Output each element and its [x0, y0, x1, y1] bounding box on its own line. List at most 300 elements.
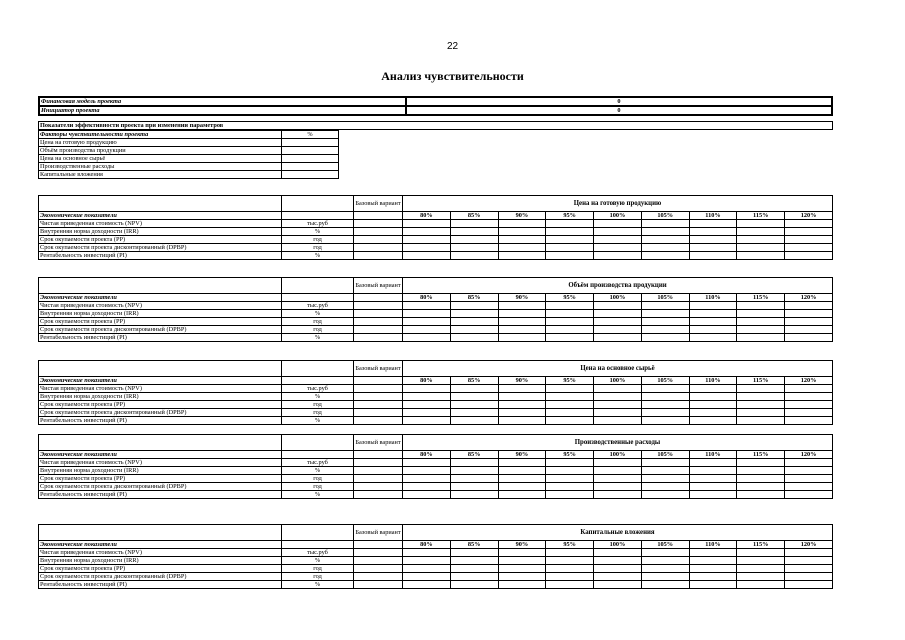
value-cell — [689, 318, 737, 326]
indicator-name: Рентабельность инвестиций (PI) — [39, 252, 282, 260]
value-cell — [594, 573, 642, 581]
value-cell — [641, 318, 689, 326]
value-cell — [594, 409, 642, 417]
value-cell — [546, 401, 594, 409]
indicator-name: Чистая приведенная стоимость (NPV) — [39, 220, 282, 228]
percent-header: 100% — [594, 377, 642, 385]
indicator-unit: тыс.руб — [282, 459, 354, 467]
value-cell — [546, 417, 594, 425]
value-cell — [546, 393, 594, 401]
base-value-cell — [354, 244, 403, 252]
indicator-name: Внутренняя норма доходности (IRR) — [39, 310, 282, 318]
base-value-cell — [354, 252, 403, 260]
percent-header: 110% — [689, 294, 737, 302]
value-cell — [498, 393, 546, 401]
factor-name: Цена на основное сырьё — [39, 155, 282, 163]
value-cell — [594, 549, 642, 557]
value-cell — [594, 393, 642, 401]
value-cell — [689, 401, 737, 409]
table-row — [39, 491, 833, 499]
value-cell — [689, 565, 737, 573]
value-cell — [450, 334, 498, 342]
table-row — [39, 171, 339, 179]
percent-header: 120% — [785, 212, 833, 220]
base-variant-label: Базовый вариант — [354, 525, 403, 541]
table-row — [39, 139, 339, 147]
factor-name: Объём производства продукции — [39, 147, 282, 155]
table-row — [39, 467, 833, 475]
value-cell — [450, 401, 498, 409]
base-variant-label: Базовый вариант — [354, 196, 403, 212]
value-cell — [785, 228, 833, 236]
base-value-cell — [354, 212, 403, 220]
percent-header: 115% — [737, 451, 785, 459]
initiator-label: Инициатор проекта — [39, 106, 406, 115]
value-cell — [737, 244, 785, 252]
value-cell — [689, 417, 737, 425]
value-cell — [403, 220, 451, 228]
value-cell — [641, 459, 689, 467]
value-cell — [737, 401, 785, 409]
blank-cell — [282, 435, 354, 451]
table-row — [39, 581, 833, 589]
value-cell — [403, 549, 451, 557]
table-row — [39, 525, 833, 541]
value-cell — [546, 244, 594, 252]
value-cell — [594, 459, 642, 467]
value-cell — [641, 483, 689, 491]
table-row — [39, 163, 339, 171]
value-cell — [403, 475, 451, 483]
value-cell — [594, 220, 642, 228]
base-value-cell — [354, 302, 403, 310]
value-cell — [403, 334, 451, 342]
value-cell — [450, 483, 498, 491]
value-cell — [498, 334, 546, 342]
value-cell — [403, 417, 451, 425]
value-cell — [785, 244, 833, 252]
factors-unit-header: % — [282, 131, 339, 139]
value-cell — [498, 467, 546, 475]
table-row — [39, 310, 833, 318]
indicator-name: Внутренняя норма доходности (IRR) — [39, 557, 282, 565]
indicator-unit: тыс.руб — [282, 549, 354, 557]
indicator-name: Рентабельность инвестиций (PI) — [39, 417, 282, 425]
value-cell — [546, 467, 594, 475]
value-cell — [498, 310, 546, 318]
base-value-cell — [354, 459, 403, 467]
value-cell — [785, 557, 833, 565]
table-row — [39, 451, 833, 459]
indicator-name: Срок окупаемости проекта (PP) — [39, 236, 282, 244]
value-cell — [689, 385, 737, 393]
percent-header: 95% — [546, 377, 594, 385]
blank-cell — [39, 278, 282, 294]
base-value-cell — [354, 483, 403, 491]
value-cell — [403, 385, 451, 393]
value-cell — [450, 252, 498, 260]
table-row — [39, 459, 833, 467]
indicator-unit: год — [282, 401, 354, 409]
value-cell — [737, 393, 785, 401]
value-cell — [594, 228, 642, 236]
indicator-name: Срок окупаемости проекта (PP) — [39, 401, 282, 409]
value-cell — [737, 385, 785, 393]
value-cell — [737, 310, 785, 318]
value-cell — [546, 409, 594, 417]
base-value-cell — [354, 377, 403, 385]
table-row — [39, 106, 832, 115]
value-cell — [737, 220, 785, 228]
factor-value — [282, 155, 339, 163]
value-cell — [450, 326, 498, 334]
indicators-header: Экономические показатели — [39, 377, 282, 385]
indicator-unit: тыс.руб — [282, 385, 354, 393]
percent-header: 105% — [641, 451, 689, 459]
percent-header: 115% — [737, 294, 785, 302]
base-value-cell — [354, 236, 403, 244]
sensitivity-table — [38, 360, 833, 425]
table-row — [39, 334, 833, 342]
table-row — [39, 212, 833, 220]
value-cell — [403, 318, 451, 326]
indicator-unit: год — [282, 565, 354, 573]
value-cell — [403, 252, 451, 260]
value-cell — [403, 310, 451, 318]
table-row — [39, 409, 833, 417]
value-cell — [641, 581, 689, 589]
factors-header: Факторы чувствительности проекта — [39, 131, 282, 139]
percent-header: 105% — [641, 541, 689, 549]
value-cell — [785, 417, 833, 425]
value-cell — [498, 401, 546, 409]
percent-header: 80% — [403, 541, 451, 549]
value-cell — [785, 310, 833, 318]
table-row — [39, 196, 833, 212]
percent-header: 120% — [785, 377, 833, 385]
percent-header: 110% — [689, 541, 737, 549]
percent-header: 105% — [641, 294, 689, 302]
indicator-name: Срок окупаемости проекта дисконтированный (DPBP) — [39, 483, 282, 491]
parameter-title: Объём производства продукции — [403, 278, 833, 294]
blank-cell — [282, 451, 354, 459]
base-value-cell — [354, 334, 403, 342]
indicator-name: Рентабельность инвестиций (PI) — [39, 334, 282, 342]
indicator-unit: % — [282, 491, 354, 499]
value-cell — [689, 459, 737, 467]
value-cell — [689, 228, 737, 236]
blank-cell — [39, 435, 282, 451]
base-value-cell — [354, 294, 403, 302]
percent-header: 115% — [737, 212, 785, 220]
value-cell — [498, 252, 546, 260]
value-cell — [450, 467, 498, 475]
value-cell — [403, 409, 451, 417]
blank-cell — [282, 377, 354, 385]
value-cell — [594, 417, 642, 425]
value-cell — [785, 393, 833, 401]
table-row — [39, 483, 833, 491]
value-cell — [450, 573, 498, 581]
blank-cell — [39, 196, 282, 212]
base-value-cell — [354, 581, 403, 589]
value-cell — [594, 483, 642, 491]
base-value-cell — [354, 541, 403, 549]
factor-value — [282, 147, 339, 155]
value-cell — [737, 483, 785, 491]
table-row — [39, 131, 339, 139]
effectiveness-title: Показатели эффективности проекта при изменении параметров — [39, 122, 833, 130]
value-cell — [450, 310, 498, 318]
value-cell — [785, 334, 833, 342]
value-cell — [450, 236, 498, 244]
percent-header: 80% — [403, 377, 451, 385]
sensitivity-table — [38, 524, 833, 589]
value-cell — [641, 244, 689, 252]
value-cell — [689, 549, 737, 557]
effectiveness-title-table — [38, 121, 833, 130]
value-cell — [403, 244, 451, 252]
base-value-cell — [354, 467, 403, 475]
value-cell — [403, 228, 451, 236]
value-cell — [594, 475, 642, 483]
value-cell — [689, 326, 737, 334]
value-cell — [594, 326, 642, 334]
value-cell — [594, 236, 642, 244]
value-cell — [498, 409, 546, 417]
base-value-cell — [354, 318, 403, 326]
value-cell — [641, 310, 689, 318]
value-cell — [785, 549, 833, 557]
value-cell — [641, 401, 689, 409]
indicator-unit: год — [282, 318, 354, 326]
table-row — [39, 97, 832, 106]
value-cell — [641, 326, 689, 334]
value-cell — [785, 252, 833, 260]
percent-header: 90% — [498, 541, 546, 549]
value-cell — [737, 459, 785, 467]
table-row — [39, 244, 833, 252]
indicator-unit: % — [282, 228, 354, 236]
value-cell — [785, 318, 833, 326]
sensitivity-table — [38, 434, 833, 499]
table-row — [39, 236, 833, 244]
value-cell — [689, 220, 737, 228]
value-cell — [546, 302, 594, 310]
value-cell — [594, 581, 642, 589]
percent-header: 80% — [403, 294, 451, 302]
percent-header: 90% — [498, 377, 546, 385]
value-cell — [546, 385, 594, 393]
base-value-cell — [354, 491, 403, 499]
base-value-cell — [354, 475, 403, 483]
value-cell — [450, 302, 498, 310]
table-row — [39, 549, 833, 557]
factors-table — [38, 130, 339, 179]
value-cell — [737, 302, 785, 310]
value-cell — [689, 581, 737, 589]
base-value-cell — [354, 393, 403, 401]
base-value-cell — [354, 409, 403, 417]
blank-cell — [282, 196, 354, 212]
value-cell — [498, 565, 546, 573]
indicator-unit: год — [282, 573, 354, 581]
blank-cell — [39, 361, 282, 377]
blank-cell — [282, 525, 354, 541]
value-cell — [689, 310, 737, 318]
base-variant-label: Базовый вариант — [354, 361, 403, 377]
factor-name: Цена на готовую продукцию — [39, 139, 282, 147]
value-cell — [450, 565, 498, 573]
value-cell — [450, 393, 498, 401]
table-row — [39, 565, 833, 573]
value-cell — [498, 385, 546, 393]
value-cell — [546, 334, 594, 342]
percent-header: 120% — [785, 541, 833, 549]
indicator-unit: % — [282, 393, 354, 401]
percent-header: 115% — [737, 541, 785, 549]
indicator-name: Чистая приведенная стоимость (NPV) — [39, 549, 282, 557]
percent-header: 95% — [546, 541, 594, 549]
table-row — [39, 228, 833, 236]
financial-model-label: Финансовая модель проекта — [39, 97, 406, 106]
base-value-cell — [354, 310, 403, 318]
value-cell — [785, 220, 833, 228]
factor-value — [282, 171, 339, 179]
value-cell — [594, 334, 642, 342]
value-cell — [594, 565, 642, 573]
value-cell — [737, 467, 785, 475]
value-cell — [450, 581, 498, 589]
table-row — [39, 252, 833, 260]
base-value-cell — [354, 228, 403, 236]
percent-header: 85% — [450, 451, 498, 459]
value-cell — [785, 385, 833, 393]
table-row — [39, 541, 833, 549]
value-cell — [498, 302, 546, 310]
value-cell — [785, 581, 833, 589]
value-cell — [450, 409, 498, 417]
indicator-name: Срок окупаемости проекта дисконтированный (DPBP) — [39, 573, 282, 581]
percent-header: 105% — [641, 377, 689, 385]
value-cell — [450, 228, 498, 236]
value-cell — [785, 326, 833, 334]
table-row — [39, 147, 339, 155]
value-cell — [689, 491, 737, 499]
value-cell — [737, 252, 785, 260]
value-cell — [546, 573, 594, 581]
base-value-cell — [354, 565, 403, 573]
value-cell — [689, 467, 737, 475]
value-cell — [403, 581, 451, 589]
value-cell — [737, 573, 785, 581]
financial-model-value: 0 — [406, 97, 832, 106]
value-cell — [403, 467, 451, 475]
value-cell — [641, 385, 689, 393]
percent-header: 85% — [450, 294, 498, 302]
value-cell — [403, 491, 451, 499]
indicator-unit: % — [282, 467, 354, 475]
base-value-cell — [354, 557, 403, 565]
table-row — [39, 155, 339, 163]
value-cell — [737, 565, 785, 573]
indicator-name: Срок окупаемости проекта (PP) — [39, 565, 282, 573]
indicator-unit: % — [282, 417, 354, 425]
percent-header: 100% — [594, 212, 642, 220]
percent-header: 85% — [450, 377, 498, 385]
value-cell — [641, 491, 689, 499]
initiator-value: 0 — [406, 106, 832, 115]
value-cell — [546, 483, 594, 491]
base-value-cell — [354, 451, 403, 459]
value-cell — [641, 220, 689, 228]
value-cell — [546, 491, 594, 499]
value-cell — [737, 236, 785, 244]
value-cell — [498, 549, 546, 557]
value-cell — [403, 573, 451, 581]
value-cell — [737, 557, 785, 565]
value-cell — [641, 236, 689, 244]
base-variant-label: Базовый вариант — [354, 435, 403, 451]
value-cell — [785, 467, 833, 475]
indicator-unit: % — [282, 557, 354, 565]
value-cell — [498, 483, 546, 491]
blank-cell — [282, 541, 354, 549]
blank-cell — [39, 525, 282, 541]
blank-cell — [282, 278, 354, 294]
value-cell — [785, 459, 833, 467]
value-cell — [450, 318, 498, 326]
value-cell — [498, 581, 546, 589]
value-cell — [403, 483, 451, 491]
value-cell — [450, 491, 498, 499]
indicators-header: Экономические показатели — [39, 541, 282, 549]
value-cell — [641, 573, 689, 581]
value-cell — [737, 491, 785, 499]
value-cell — [641, 475, 689, 483]
value-cell — [498, 417, 546, 425]
table-row — [39, 393, 833, 401]
table-row — [39, 557, 833, 565]
table-row — [39, 318, 833, 326]
percent-header: 120% — [785, 294, 833, 302]
value-cell — [498, 228, 546, 236]
value-cell — [641, 334, 689, 342]
value-cell — [689, 236, 737, 244]
value-cell — [689, 244, 737, 252]
value-cell — [641, 252, 689, 260]
value-cell — [689, 557, 737, 565]
value-cell — [546, 581, 594, 589]
value-cell — [594, 557, 642, 565]
table-row — [39, 401, 833, 409]
table-row — [39, 475, 833, 483]
percent-header: 120% — [785, 451, 833, 459]
value-cell — [737, 549, 785, 557]
value-cell — [689, 334, 737, 342]
value-cell — [546, 228, 594, 236]
value-cell — [641, 228, 689, 236]
table-row — [39, 435, 833, 451]
base-value-cell — [354, 326, 403, 334]
percent-header: 80% — [403, 212, 451, 220]
value-cell — [546, 318, 594, 326]
value-cell — [641, 557, 689, 565]
table-row — [39, 220, 833, 228]
value-cell — [403, 393, 451, 401]
base-value-cell — [354, 549, 403, 557]
percent-header: 100% — [594, 294, 642, 302]
